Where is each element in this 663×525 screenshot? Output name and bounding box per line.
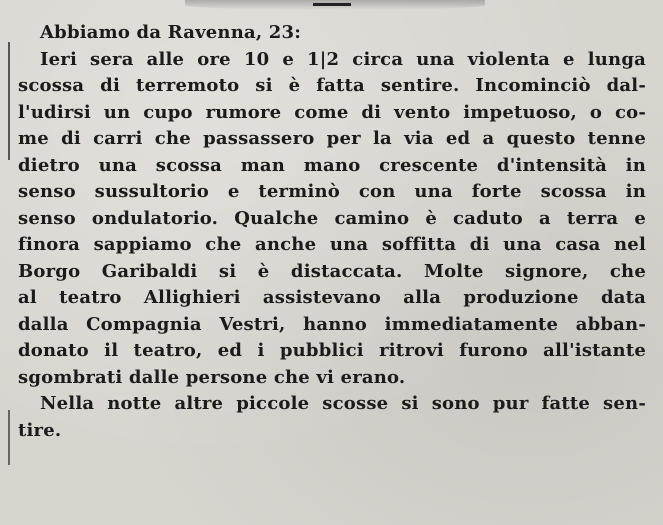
article-line: dalla Compagnia Vestri, hanno immediatamente abban- (18, 313, 646, 335)
article-line: Borgo Garibaldi si è distaccata. Molte signore, che (18, 260, 646, 282)
article-line: Ieri sera alle ore 10 e 1|2 circa una violenta e lunga (40, 48, 646, 70)
news-article (18, 20, 646, 444)
article-line: l'udirsi un cupo rumore come di vento impetuoso, o co- (18, 101, 646, 123)
article-line: donato il teatro, ed i pubblici ritrovi furono all'istante (18, 340, 646, 361)
section-rule (313, 3, 351, 6)
article-line: scossa di terremoto si è fatta sentire. Incominciò dal- (18, 75, 646, 96)
article-line: Nella notte altre piccole scosse si sono pur fatte sen- (40, 393, 646, 414)
article-line: me di carri che passassero per la via ed a questo tenne (18, 128, 646, 149)
article-line: finora sappiamo che anche una soffitta di una casa nel (18, 234, 646, 255)
article-line: senso ondulatorio. Qualche camino è caduto a terra e (18, 207, 646, 229)
article-line: tire. (18, 419, 62, 441)
column-edge-mark (8, 42, 10, 160)
dateline: Abbiamo da Ravenna, 23: (40, 22, 302, 43)
article-line: al teatro Allighieri assistevano alla produzione data (18, 287, 646, 308)
article-line: dietro una scossa man mano crescente d'intensità in (18, 154, 646, 176)
article-line: senso sussultorio e terminò con una forte scossa in (18, 181, 646, 202)
article-line: sgombrati dalle persone che vi erano. (18, 366, 406, 388)
column-edge-mark (8, 410, 10, 465)
